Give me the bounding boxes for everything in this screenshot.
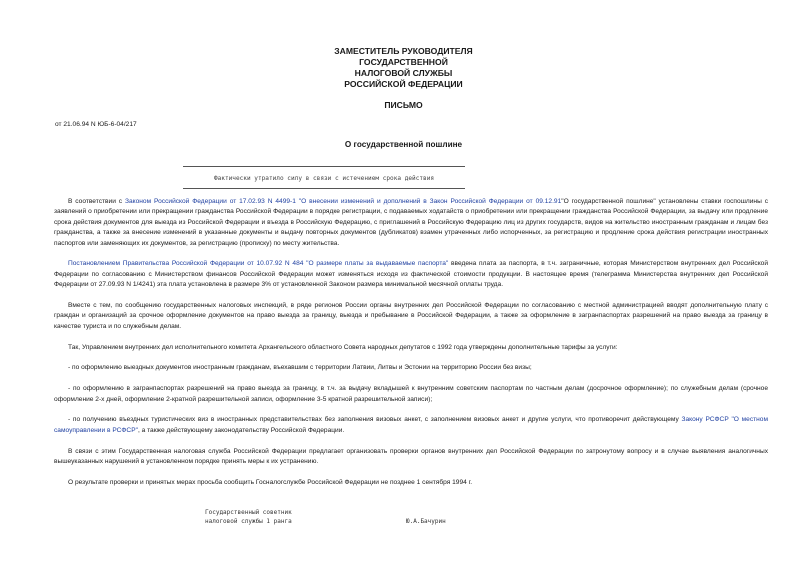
document-body [54, 197, 768, 499]
paragraph-7-text-b: , а также действующему законодательству Российской Федерации. [137, 426, 345, 434]
paragraph-1-text-b: "О государственной пошлине" установлены ставки госпошлины с заявлений о приобретении или прекращении гражданства Российской Федерации в порядке регистрации, с подаваемых ходатайств о приобретении или прекращении гражданства Российской Федерации, за выдачу или продление срока действия документов для выезда из Российской Федерации и въезда в Российскую Федерацию, с приглашений в Российскую Федерацию лиц из других государств, видов на жительство иностранным гражданам и лицам без гражданства, а также за внесение изменений в указанные документы и выдачу повторных документов (дубликатов) взамен утраченных либо испорченных, за регистрацию и продление срока действия регистрации иностранных паспортов или заменяющих их документов, за регистрацию (прописку) по месту жительства. [54, 198, 769, 247]
paragraph-8-text: В связи с этим Государственная налоговая служба Российской Федерации предлагает организовать проверки органов внутренних дел Российской Федерации по затронутому вопросу и в случае выявления аналогичных вышеуказанных нарушений в установленном порядке принять меры к их устранению. [54, 447, 768, 466]
paragraph-5 [54, 363, 768, 373]
paragraph-1-text-a: В соответствии с [68, 198, 125, 205]
document-subject: О государственной пошлине [344, 140, 463, 149]
paragraph-9 [54, 478, 768, 488]
notice-bottom-divider [183, 188, 465, 189]
paragraph-6 [54, 384, 768, 405]
resolution-484-link[interactable]: Постановлением Правительства Российской Федерации от 10.07.92 N 484 "О размере платы за выдаваемые паспорта" [68, 260, 449, 268]
issuer-line-1: ЗАМЕСТИТЕЛЬ РУКОВОДИТЕЛЯ [334, 46, 473, 56]
notice-top-divider [183, 166, 465, 167]
issuer-line-2: ГОСУДАРСТВЕННОЙ [359, 57, 448, 67]
issuer-line-4: РОССИЙСКОЙ ФЕДЕРАЦИИ [344, 79, 463, 89]
paragraph-5-text: - по оформлению выездных документов иностранным гражданам, въехавшим с территории Латвии, Литвы и Эстонии на территорию России без визы; [68, 364, 532, 372]
local-self-government-law-link[interactable]: Закону РСФСР "О местном самоуправлении в РСФСР" [54, 416, 768, 434]
paragraph-4-text: Так, Управлением внутренних дел исполнительного комитета Архангельского областного Совета народных депутатов с 1992 года утверждены дополнительные тарифы за услуги: [68, 343, 618, 351]
signatory-title-line-1: Государственный советник [205, 509, 292, 516]
law-4499-1-link[interactable]: Законом Российской Федерации от 17.02.93 N 4499-1 "О внесении изменений и дополнений в Закон Российской Федерации от 09.12.91 [125, 198, 562, 205]
document-type: ПИСЬМО [384, 100, 423, 110]
issuer-line-3: НАЛОГОВОЙ СЛУЖБЫ [354, 68, 453, 78]
paragraph-4 [54, 343, 768, 353]
paragraph-2 [54, 259, 768, 290]
paragraph-1 [54, 197, 768, 249]
validity-notice: Фактически утратило силу в связи с истечением срока действия [213, 175, 435, 182]
paragraph-9-text: О результате проверки и принятых мерах просьба сообщить Госналогслужбе Российской Федерации не позднее 1 сентября 1994 г. [68, 478, 473, 486]
paragraph-6-text: - по оформлению в загранпаспортах разрешений на право выезда за границу, в т.ч. за выдачу вкладышей к внутренним советским паспортам по частным делам (досрочное оформление); по служебным делам (срочное оформление 2-х дней, оформление 2-кратной разрешительной записи, оформление 3-5 кратной разрешительной записи); [54, 385, 768, 403]
paragraph-8 [54, 447, 768, 468]
signatory-title-line-2: налоговой службы 1 ранга [205, 518, 292, 525]
document-number: от 21.06.94 N ЮБ-6-04/217 [55, 121, 137, 128]
paragraph-7-text-a: - по получению въездных туристических виз в иностранных представительствах без заполнения визовых анкет, с заполнением визовых анкет и другие услуги, что противоречит действующему [68, 416, 682, 424]
paragraph-3-text: Вместе с тем, по сообщению государственных налоговых инспекций, в ряде регионов России органы внутренних дел Российской Федерации по согласованию с местной администрацией вводят дополнительную плату с граждан и организаций за срочное оформление документов на право выезда за границу, выезда и пребывание в Российской Федерации, а также за оформление в загранпаспортах разрешений на право выезда за границу в качестве туриста и по служебным делам. [54, 302, 768, 330]
signatory-name: Ю.А.Бачурин [406, 518, 446, 525]
issuer-header [0, 46, 807, 90]
paragraph-2-text: введена плата за паспорта, в т.ч. заграничные, которая Министерством внутренних дел Российской Федерации по согласованию с Министерством финансов Российской Федерации может изменяться исходя из фактической стоимости продукции. В настоящее время (телеграмма Министерства внутренних дел Российской Федерации от 27.09.93 N 1/4241) эта плата установлена в размере 3% от установленной Законом размера минимальной месячной оплаты труда. [54, 260, 768, 289]
signatory-title [205, 508, 292, 526]
paragraph-3 [54, 301, 768, 332]
paragraph-7 [54, 415, 768, 436]
